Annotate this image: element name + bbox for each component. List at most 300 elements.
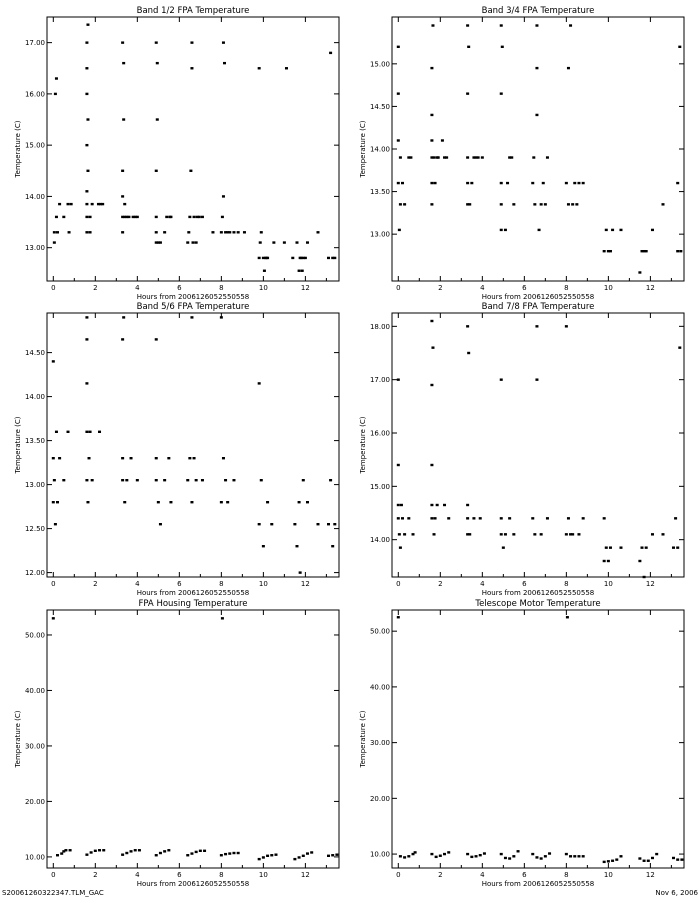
data-point — [333, 257, 336, 259]
x-tick-label: 2 — [93, 871, 98, 879]
data-point — [155, 170, 158, 172]
data-point — [121, 195, 124, 197]
data-point — [167, 849, 170, 851]
x-tick-label: 10 — [603, 871, 613, 879]
data-point — [237, 852, 240, 854]
data-point — [535, 378, 538, 380]
data-point — [435, 856, 438, 858]
data-point — [85, 216, 88, 218]
data-point — [121, 338, 124, 340]
data-point — [397, 139, 400, 141]
x-tick-label: 0 — [51, 284, 56, 292]
data-point — [64, 849, 67, 851]
data-point — [85, 382, 88, 384]
data-point — [565, 182, 568, 184]
data-point — [407, 855, 410, 857]
data-point — [54, 523, 57, 525]
data-point — [603, 250, 606, 252]
data-point — [397, 92, 400, 94]
y-tick-label: 10.00 — [24, 853, 45, 862]
data-point — [403, 856, 406, 858]
data-point — [299, 571, 302, 573]
data-point — [466, 517, 469, 519]
data-point — [306, 241, 309, 243]
data-point — [55, 77, 58, 79]
plot-frame — [392, 610, 684, 868]
data-point — [85, 93, 88, 95]
data-point — [445, 156, 448, 158]
data-point — [397, 182, 400, 184]
data-point — [502, 546, 505, 548]
data-point — [91, 203, 94, 205]
data-point — [512, 533, 515, 535]
data-point — [544, 203, 547, 205]
data-point — [85, 203, 88, 205]
y-tick-label: 20.00 — [369, 794, 390, 803]
data-point — [447, 517, 450, 519]
x-tick-label: 12 — [300, 871, 310, 879]
x-tick-label: 10 — [603, 284, 613, 292]
data-point — [397, 517, 400, 519]
data-point — [304, 257, 307, 259]
data-point — [222, 41, 225, 43]
data-point — [517, 850, 520, 852]
data-point — [571, 533, 574, 535]
data-point — [443, 853, 446, 855]
data-point — [220, 854, 223, 856]
data-point — [85, 231, 88, 233]
data-point — [403, 533, 406, 535]
data-point — [605, 546, 608, 548]
chart-title: Telescope Motor Temperature — [475, 599, 601, 609]
data-point — [186, 479, 189, 481]
data-point — [156, 62, 159, 64]
data-point — [316, 231, 319, 233]
data-point — [155, 479, 158, 481]
data-point — [258, 382, 261, 384]
data-point — [136, 479, 139, 481]
x-tick-label: 2 — [438, 284, 443, 292]
data-point — [130, 457, 133, 459]
data-point — [500, 533, 503, 535]
x-tick-label: 0 — [396, 580, 401, 588]
x-tick-label: 0 — [51, 580, 56, 588]
x-tick-label: 6 — [522, 580, 527, 588]
data-point — [52, 501, 55, 503]
data-point — [540, 203, 543, 205]
data-point — [535, 67, 538, 69]
data-point — [169, 216, 172, 218]
data-point — [138, 849, 141, 851]
data-point — [566, 616, 569, 618]
data-point — [430, 384, 433, 386]
footer-filename: S20061260322347.TLM_GAC — [2, 889, 104, 897]
data-point — [293, 858, 296, 860]
data-point — [680, 858, 683, 860]
data-point — [506, 182, 509, 184]
y-axis-label: Temperature (C) — [14, 710, 22, 768]
data-point — [430, 182, 433, 184]
data-point — [88, 457, 91, 459]
data-point — [159, 241, 162, 243]
data-point — [98, 849, 101, 851]
data-point — [531, 853, 534, 855]
data-point — [433, 156, 436, 158]
data-point — [399, 546, 402, 548]
data-point — [306, 852, 309, 854]
plot-frame — [47, 610, 339, 868]
data-point — [676, 858, 679, 860]
data-point — [237, 231, 240, 233]
data-point — [548, 852, 551, 854]
data-point — [399, 203, 402, 205]
data-point — [531, 182, 534, 184]
data-point — [258, 257, 261, 259]
data-point — [504, 857, 507, 859]
data-point — [56, 231, 59, 233]
data-point — [222, 457, 225, 459]
data-point — [500, 182, 503, 184]
data-point — [102, 849, 105, 851]
data-point — [466, 325, 469, 327]
data-point — [52, 457, 55, 459]
data-point — [441, 139, 444, 141]
data-point — [122, 62, 125, 64]
data-point — [165, 216, 168, 218]
data-point — [188, 216, 191, 218]
y-tick-label: 12.50 — [24, 525, 45, 534]
y-tick-label: 30.00 — [24, 742, 45, 751]
x-tick-label: 6 — [177, 871, 182, 879]
data-point — [397, 464, 400, 466]
data-point — [86, 118, 89, 120]
data-point — [573, 182, 576, 184]
chart-title: Band 7/8 FPA Temperature — [481, 302, 595, 312]
data-point — [439, 855, 442, 857]
data-point — [582, 517, 585, 519]
data-point — [431, 346, 434, 348]
data-point — [155, 41, 158, 43]
data-point — [414, 851, 417, 853]
data-point — [430, 203, 433, 205]
data-point — [500, 24, 503, 26]
data-point — [430, 114, 433, 116]
data-point — [67, 203, 70, 205]
data-point — [477, 156, 480, 158]
data-point — [198, 216, 201, 218]
data-point — [86, 501, 89, 503]
data-point — [430, 853, 433, 855]
data-point — [504, 533, 507, 535]
data-point — [54, 93, 57, 95]
x-tick-label: 12 — [300, 284, 310, 292]
data-point — [433, 533, 436, 535]
data-point — [443, 504, 446, 506]
x-tick-label: 2 — [438, 871, 443, 879]
y-tick-label: 50.00 — [24, 631, 45, 640]
y-tick-label: 30.00 — [369, 739, 390, 748]
data-point — [329, 479, 332, 481]
data-point — [533, 203, 536, 205]
data-point — [220, 501, 223, 503]
data-point — [546, 517, 549, 519]
data-point — [540, 533, 543, 535]
data-point — [262, 545, 265, 547]
data-point — [430, 320, 433, 322]
data-point — [500, 853, 503, 855]
data-point — [611, 860, 614, 862]
data-point — [56, 501, 59, 503]
y-axis-label: Temperature (C) — [359, 710, 367, 768]
data-point — [192, 241, 195, 243]
data-point — [466, 504, 469, 506]
data-point — [571, 203, 574, 205]
data-point — [283, 241, 286, 243]
data-point — [121, 170, 124, 172]
x-tick-label: 10 — [258, 580, 268, 588]
data-point — [500, 92, 503, 94]
data-point — [190, 41, 193, 43]
x-tick-label: 10 — [258, 284, 268, 292]
data-point — [53, 231, 56, 233]
y-tick-label: 16.00 — [24, 90, 45, 99]
data-point — [437, 156, 440, 158]
data-point — [258, 67, 261, 69]
data-point — [605, 229, 608, 231]
data-point — [575, 203, 578, 205]
data-point — [220, 231, 223, 233]
data-point — [577, 855, 580, 857]
data-point — [201, 479, 204, 481]
data-point — [645, 546, 648, 548]
data-point — [651, 857, 654, 859]
data-point — [569, 24, 572, 26]
data-point — [228, 231, 231, 233]
y-tick-label: 13.00 — [369, 230, 390, 239]
data-point — [201, 216, 204, 218]
data-point — [481, 156, 484, 158]
y-tick-label: 13.00 — [24, 244, 45, 253]
data-point — [403, 203, 406, 205]
data-point — [638, 271, 641, 273]
y-axis-label: Temperature (C) — [14, 120, 22, 178]
x-tick-label: 4 — [135, 284, 140, 292]
data-point — [195, 479, 198, 481]
data-point — [475, 855, 478, 857]
data-point — [609, 250, 612, 252]
y-tick-label: 14.00 — [24, 192, 45, 201]
data-point — [535, 24, 538, 26]
x-tick-label: 0 — [396, 871, 401, 879]
data-point — [447, 851, 450, 853]
data-point — [333, 523, 336, 525]
data-point — [259, 241, 262, 243]
data-point — [193, 457, 196, 459]
data-point — [228, 852, 231, 854]
data-point — [611, 229, 614, 231]
x-tick-label: 12 — [300, 580, 310, 588]
data-point — [258, 858, 261, 860]
data-point — [567, 517, 570, 519]
data-point — [466, 24, 469, 26]
data-point — [430, 139, 433, 141]
y-tick-label: 20.00 — [24, 797, 45, 806]
x-tick-label: 4 — [480, 871, 485, 879]
data-point — [512, 203, 515, 205]
data-point — [56, 854, 59, 856]
y-tick-label: 13.50 — [369, 188, 390, 197]
data-point — [134, 849, 137, 851]
data-point — [607, 860, 610, 862]
x-tick-label: 2 — [93, 580, 98, 588]
data-point — [577, 533, 580, 535]
data-point — [89, 231, 92, 233]
y-tick-label: 40.00 — [24, 686, 45, 695]
x-axis-label: Hours from 2006126052550558 — [136, 589, 250, 597]
data-point — [89, 216, 92, 218]
data-point — [676, 546, 679, 548]
data-point — [508, 517, 511, 519]
data-point — [512, 855, 515, 857]
data-point — [121, 479, 124, 481]
data-point — [638, 857, 641, 859]
data-point — [661, 533, 664, 535]
data-point — [263, 270, 266, 272]
data-point — [159, 523, 162, 525]
data-point — [85, 479, 88, 481]
data-point — [472, 517, 475, 519]
y-tick-label: 40.00 — [369, 683, 390, 692]
data-point — [466, 853, 469, 855]
y-tick-label: 17.00 — [24, 39, 45, 48]
data-point — [70, 203, 73, 205]
data-point — [678, 346, 681, 348]
data-point — [62, 216, 65, 218]
data-point — [397, 46, 400, 48]
data-point — [62, 479, 65, 481]
data-point — [651, 533, 654, 535]
y-tick-label: 10.00 — [369, 850, 390, 859]
chart-title: FPA Housing Temperature — [138, 599, 248, 609]
data-point — [98, 431, 101, 433]
data-point — [500, 229, 503, 231]
chart-panel-6 — [359, 599, 684, 888]
chart-panel-5 — [14, 599, 339, 888]
data-point — [676, 250, 679, 252]
x-tick-label: 6 — [177, 580, 182, 588]
data-point — [544, 855, 547, 857]
data-point — [163, 850, 166, 852]
x-tick-label: 12 — [645, 284, 655, 292]
data-point — [186, 854, 189, 856]
data-point — [155, 457, 158, 459]
y-tick-label: 14.50 — [369, 102, 390, 111]
data-point — [619, 855, 622, 857]
data-point — [466, 182, 469, 184]
data-point — [466, 156, 469, 158]
data-point — [643, 860, 646, 862]
data-point — [266, 501, 269, 503]
data-point — [619, 546, 622, 548]
data-point — [266, 855, 269, 857]
data-point — [199, 850, 202, 852]
data-point — [565, 533, 568, 535]
data-point — [500, 517, 503, 519]
plot-frame — [47, 313, 339, 577]
data-point — [672, 546, 675, 548]
data-point — [121, 457, 124, 459]
data-point — [121, 41, 124, 43]
data-point — [676, 182, 679, 184]
y-tick-label: 14.50 — [24, 349, 45, 358]
data-point — [188, 457, 191, 459]
data-point — [85, 431, 88, 433]
chart-panel-4 — [359, 302, 684, 597]
data-point — [127, 216, 130, 218]
data-point — [85, 67, 88, 69]
data-point — [94, 850, 97, 852]
y-tick-label: 17.00 — [369, 376, 390, 385]
y-axis-label: Temperature (C) — [359, 416, 367, 474]
data-point — [331, 854, 334, 856]
data-point — [501, 46, 504, 48]
data-point — [397, 378, 400, 380]
data-point — [60, 852, 63, 854]
y-tick-label: 13.00 — [24, 481, 45, 490]
x-axis-label: Hours from 2006126052550558 — [136, 293, 250, 301]
data-point — [565, 325, 568, 327]
data-point — [619, 229, 622, 231]
data-point — [316, 523, 319, 525]
data-point — [195, 851, 198, 853]
data-point — [169, 501, 172, 503]
data-point — [52, 617, 55, 619]
y-tick-label: 13.50 — [24, 437, 45, 446]
data-point — [399, 156, 402, 158]
y-tick-label: 18.00 — [369, 322, 390, 331]
data-point — [69, 849, 72, 851]
x-tick-label: 12 — [645, 580, 655, 588]
data-point — [535, 114, 538, 116]
data-point — [397, 504, 400, 506]
data-point — [91, 479, 94, 481]
data-point — [398, 229, 401, 231]
y-tick-label: 14.00 — [24, 393, 45, 402]
data-point — [661, 203, 664, 205]
data-point — [645, 250, 648, 252]
data-point — [302, 479, 305, 481]
data-point — [121, 853, 124, 855]
data-point — [211, 231, 214, 233]
data-point — [582, 855, 585, 857]
data-point — [163, 231, 166, 233]
x-axis-label: Hours from 2006126052550558 — [481, 880, 595, 888]
data-point — [258, 523, 261, 525]
data-point — [232, 852, 235, 854]
data-point — [122, 118, 125, 120]
data-point — [470, 856, 473, 858]
data-point — [260, 479, 263, 481]
data-point — [640, 546, 643, 548]
data-point — [155, 854, 158, 856]
x-tick-label: 2 — [438, 580, 443, 588]
data-point — [272, 241, 275, 243]
data-point — [220, 316, 223, 318]
data-point — [466, 92, 469, 94]
y-tick-label: 15.00 — [369, 482, 390, 491]
data-point — [89, 431, 92, 433]
data-point — [582, 182, 585, 184]
